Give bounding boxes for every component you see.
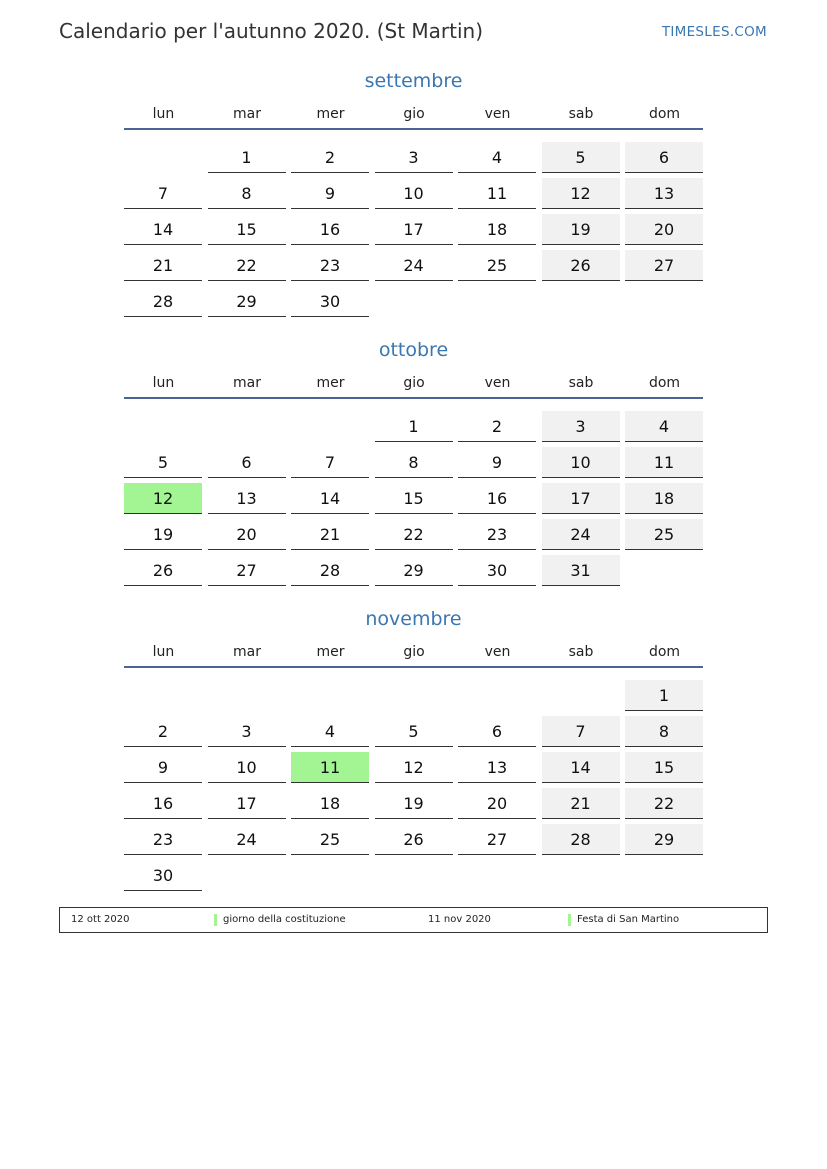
- day-cell: 24: [542, 519, 620, 550]
- day-cell: 29: [375, 555, 453, 586]
- day-cell: 8: [625, 716, 703, 747]
- day-cell: 7: [291, 447, 369, 478]
- day-cell: 23: [291, 250, 369, 281]
- day-cell: 5: [375, 716, 453, 747]
- day-cell: 27: [458, 824, 536, 855]
- day-cell: 28: [542, 824, 620, 855]
- legend-date: 11 nov 2020: [428, 914, 491, 925]
- day-cell: 22: [208, 250, 286, 281]
- day-cell: 30: [291, 286, 369, 317]
- day-cell: 17: [375, 214, 453, 245]
- day-cell: 8: [375, 447, 453, 478]
- day-cell: 21: [291, 519, 369, 550]
- weekday-label: mer: [316, 375, 345, 391]
- day-cell: 17: [208, 788, 286, 819]
- day-cell: 1: [375, 411, 453, 442]
- day-cell: 3: [208, 716, 286, 747]
- holiday-legend: [59, 907, 768, 933]
- weekday-label: mer: [316, 644, 345, 660]
- day-cell: 7: [542, 716, 620, 747]
- weekday-label: dom: [648, 644, 681, 660]
- day-cell: 13: [208, 483, 286, 514]
- day-cell: 14: [542, 752, 620, 783]
- day-cell: 17: [542, 483, 620, 514]
- day-cell: 9: [458, 447, 536, 478]
- day-cell: 26: [124, 555, 202, 586]
- month-name: ottobre: [378, 339, 449, 361]
- day-cell: 4: [458, 142, 536, 173]
- legend-holiday-name: giorno della costituzione: [223, 914, 346, 925]
- day-cell: 12: [375, 752, 453, 783]
- weekday-label: mar: [233, 644, 261, 660]
- day-cell: 27: [208, 555, 286, 586]
- weekday-label: lun: [152, 375, 175, 391]
- weekday-label: mar: [233, 375, 261, 391]
- day-cell: 29: [208, 286, 286, 317]
- day-cell: 1: [208, 142, 286, 173]
- day-cell: 6: [458, 716, 536, 747]
- day-cell: 24: [208, 824, 286, 855]
- day-cell: 9: [124, 752, 202, 783]
- holiday-day-cell: 11: [291, 752, 369, 783]
- holiday-day-cell: 12: [124, 483, 202, 514]
- day-cell: 11: [625, 447, 703, 478]
- day-cell: 9: [291, 178, 369, 209]
- day-cell: 11: [458, 178, 536, 209]
- day-cell: 15: [375, 483, 453, 514]
- day-cell: 21: [542, 788, 620, 819]
- day-cell: 25: [458, 250, 536, 281]
- day-cell: 6: [208, 447, 286, 478]
- legend-holiday-name: Festa di San Martino: [577, 914, 680, 925]
- day-cell: 4: [291, 716, 369, 747]
- day-cell: 22: [625, 788, 703, 819]
- weekday-label: ven: [484, 106, 511, 122]
- day-cell: 15: [625, 752, 703, 783]
- weekday-label: ven: [484, 375, 511, 391]
- day-cell: 18: [458, 214, 536, 245]
- day-cell: 2: [124, 716, 202, 747]
- day-cell: 2: [458, 411, 536, 442]
- day-cell: 20: [458, 788, 536, 819]
- day-cell: 28: [291, 555, 369, 586]
- day-cell: 31: [542, 555, 620, 586]
- weekday-label: dom: [648, 106, 681, 122]
- site-link[interactable]: TIMESLES.COM: [661, 24, 767, 40]
- day-cell: 25: [291, 824, 369, 855]
- weekday-header: [124, 644, 703, 668]
- day-cell: 19: [542, 214, 620, 245]
- weekday-label: mer: [316, 106, 345, 122]
- day-cell: 21: [124, 250, 202, 281]
- weekday-label: lun: [152, 644, 175, 660]
- weekday-header: [124, 106, 703, 130]
- weekday-label: sab: [568, 106, 594, 122]
- legend-date: 12 ott 2020: [71, 914, 130, 925]
- weekday-label: sab: [568, 375, 594, 391]
- day-cell: 20: [208, 519, 286, 550]
- day-cell: 18: [625, 483, 703, 514]
- day-cell: 16: [124, 788, 202, 819]
- day-cell: 16: [458, 483, 536, 514]
- weekday-header: [124, 375, 703, 399]
- day-cell: 10: [375, 178, 453, 209]
- month-name: novembre: [365, 608, 462, 630]
- day-cell: 10: [208, 752, 286, 783]
- day-cell: 5: [542, 142, 620, 173]
- day-cell: 13: [458, 752, 536, 783]
- weekday-label: gio: [403, 644, 425, 660]
- page-title: Calendario per l'autunno 2020. (St Martin): [59, 19, 484, 43]
- day-cell: 18: [291, 788, 369, 819]
- day-cell: 7: [124, 178, 202, 209]
- day-cell: 27: [625, 250, 703, 281]
- day-cell: 25: [625, 519, 703, 550]
- legend-color-mark: [568, 914, 571, 926]
- day-cell: 1: [625, 680, 703, 711]
- day-cell: 24: [375, 250, 453, 281]
- day-cell: 29: [625, 824, 703, 855]
- legend-color-mark: [214, 914, 217, 926]
- weekday-label: mar: [233, 106, 261, 122]
- weekday-label: lun: [152, 106, 175, 122]
- weekday-label: sab: [568, 644, 594, 660]
- day-cell: 14: [291, 483, 369, 514]
- day-cell: 6: [625, 142, 703, 173]
- weekday-label: ven: [484, 644, 511, 660]
- day-cell: 26: [375, 824, 453, 855]
- day-cell: 30: [458, 555, 536, 586]
- day-cell: 26: [542, 250, 620, 281]
- day-cell: 30: [124, 860, 202, 891]
- month-name: settembre: [364, 70, 463, 92]
- day-cell: 20: [625, 214, 703, 245]
- day-cell: 4: [625, 411, 703, 442]
- weekday-label: dom: [648, 375, 681, 391]
- day-cell: 15: [208, 214, 286, 245]
- weekday-label: gio: [403, 106, 425, 122]
- day-cell: 19: [375, 788, 453, 819]
- day-cell: 10: [542, 447, 620, 478]
- day-cell: 3: [375, 142, 453, 173]
- day-cell: 3: [542, 411, 620, 442]
- day-cell: 23: [458, 519, 536, 550]
- weekday-label: gio: [403, 375, 425, 391]
- day-cell: 14: [124, 214, 202, 245]
- day-cell: 12: [542, 178, 620, 209]
- day-cell: 28: [124, 286, 202, 317]
- day-cell: 19: [124, 519, 202, 550]
- day-cell: 2: [291, 142, 369, 173]
- day-cell: 8: [208, 178, 286, 209]
- day-cell: 5: [124, 447, 202, 478]
- day-cell: 22: [375, 519, 453, 550]
- day-cell: 13: [625, 178, 703, 209]
- day-cell: 16: [291, 214, 369, 245]
- day-cell: 23: [124, 824, 202, 855]
